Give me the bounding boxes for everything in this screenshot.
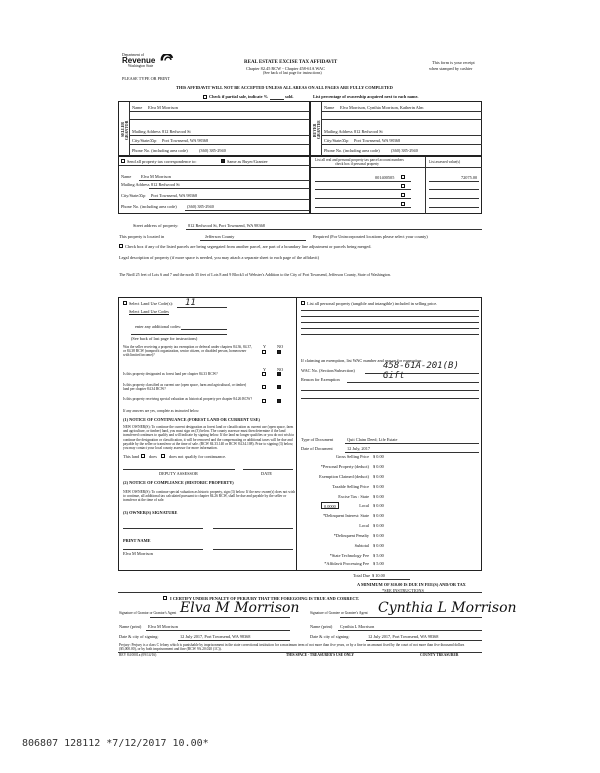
wac-value[interactable]: 458-61A-201(B) (383, 361, 459, 371)
legal-label: Legal description of property (if more space is needed, you may attach a separate sheet to each page of the affidavit) (119, 255, 319, 260)
delinquent-penalty-label: *Delinquent Penalty (333, 533, 369, 538)
local-tax-value[interactable]: $ 0.00 (373, 503, 384, 508)
gross-label: Gross Selling Price (335, 454, 369, 459)
county-treasurer: COUNTY TREASURER (420, 653, 459, 657)
personal-deduct-label: *Personal Property (deduct) (320, 464, 369, 469)
parcel-2-personal-checkbox[interactable] (401, 184, 405, 188)
partial-sale-label: Check if partial sale, indicate % (209, 94, 268, 99)
corr-phone-label: Phone No. (including area code) (121, 204, 177, 209)
owner-signature-label: (3) OWNER(S) SIGNATURE (123, 510, 178, 515)
delinquent-interest-state-value[interactable]: $ 0.00 (373, 513, 384, 518)
street-label: Street address of property: (133, 223, 179, 228)
grantor-name-label: Name (print) (119, 624, 142, 629)
tax-section (296, 297, 482, 571)
same-as-buyer-label: Same as Buyer/Grantee (227, 159, 268, 164)
assessed-value-1[interactable]: 72075.00 (461, 175, 478, 180)
buyer-side-label: BUYER GRANTEE (313, 120, 321, 140)
grantee-name-label: Name (print) (310, 624, 333, 629)
exemption-label: If claiming an exemption, list WAC number and reason for exemption: (301, 358, 423, 363)
q4-no-checkbox[interactable] (277, 399, 281, 403)
doc-date-label: Date of Document (301, 446, 333, 451)
corr-phone[interactable]: (360) 385-2940 (187, 204, 214, 209)
grantee-name[interactable]: Cynthia L Morrison (340, 624, 375, 629)
parcels-header: List all real and personal property tax parcel account numbers (315, 158, 404, 162)
deputy-assessor-label: DEPUTY ASSESSOR (159, 471, 198, 476)
see-back-label: (See back of last page for instructions) (131, 336, 198, 341)
buyer-mailing-label: Mailing Address (324, 129, 353, 134)
doc-type[interactable]: Quit Claim Deed; Life Estate (347, 437, 398, 442)
buyer-city-label: City/State/Zip (324, 138, 349, 143)
doc-date[interactable]: 12 July, 2017 (347, 446, 370, 451)
q1-yes-checkbox[interactable] (262, 350, 266, 354)
reason-value[interactable]: Gift (383, 371, 405, 381)
corr-city[interactable]: Port Townsend, WA 98368 (151, 193, 198, 198)
y-label-2: Y (263, 367, 267, 372)
personal-property-checkbox[interactable] (301, 301, 305, 305)
does-label: does (149, 454, 157, 459)
select-land-use-label: Select Land Use Code(s): (129, 301, 174, 306)
n-label-2: NO (277, 367, 284, 372)
does-not-checkbox[interactable] (161, 454, 165, 458)
legal-description[interactable]: The Ntrdl 25 feet of Lots 6 and 7 and the north 35 feet of Lots 8 and 9 Block3 of Webster's Addition to the City of Port Townsend, Jefferson County, State of Washington. (119, 272, 391, 277)
buyer-phone[interactable]: (360) 385-2940 (391, 148, 418, 153)
taxable-value[interactable]: $ 0.00 (373, 484, 384, 489)
grantee-sig-label: Signature of Grantee or Grantee's Agent (310, 611, 368, 615)
q3-yes-checkbox[interactable] (262, 385, 266, 389)
grantor-date[interactable]: 12 July 2017, Port Townsend, WA 98368 (180, 634, 251, 639)
delinquent-interest-state-label: *Delinquent Interest: State (322, 513, 369, 518)
doc-type-label: Type of Document (301, 437, 334, 442)
corr-name-label: Name (121, 174, 132, 179)
grantor-date-label: Date & city of signing: (119, 634, 159, 639)
affidavit-fee-label: *Affidavit Processing Fee (324, 561, 369, 566)
date-label: DATE (261, 471, 272, 476)
q3-no-checkbox[interactable] (277, 385, 281, 389)
treasurer-space: THIS SPACE - TREASURER'S USE ONLY (286, 653, 354, 657)
form-title: REAL ESTATE EXCISE TAX AFFIDAVIT (244, 60, 338, 65)
tech-fee-value[interactable]: $ 5.00 (373, 553, 384, 558)
corr-mailing-label: Mailing Address (121, 182, 150, 187)
wac-label: WAC No. (Section/Subsection) (301, 368, 355, 373)
buyer-mailing[interactable]: 812 Redwood St (354, 129, 383, 134)
parcel-1-personal-checkbox[interactable] (401, 175, 405, 179)
subtotal-label: Subtotal (354, 543, 369, 548)
buyer-city[interactable]: Port Townsend, WA 98368 (354, 138, 401, 143)
q2-no-checkbox[interactable] (277, 372, 281, 376)
personal-property-label: List all personal property (tangible and intangible) included in selling price. (307, 301, 438, 306)
logo-dept: Department of (122, 53, 145, 57)
exemption-deduct-label: Exemption Claimed (deduct) (319, 474, 369, 479)
personal-deduct-value[interactable]: $ 0.00 (373, 464, 384, 469)
segregated-checkbox[interactable] (119, 244, 123, 248)
county[interactable]: Jefferson County (205, 234, 235, 239)
buyer-section (310, 101, 482, 156)
parcels-subheader: check box if personal property (335, 162, 379, 166)
delinquent-interest-local-value[interactable]: $ 0.00 (373, 523, 384, 528)
seller-name-label: Name (132, 105, 143, 110)
question-1: Was the seller receiving a property tax exemption or deferral under chapters 84.36, 84.37, or 84.38 RCW (nonprofit organization, senior citizen, or disabled person, homeowner with limited income)? (123, 345, 252, 358)
delinquent-penalty-value[interactable]: $ 0.00 (373, 533, 384, 538)
forest-heading: (1) NOTICE OF CONTINUANCE (FOREST LAND OR CURRENT USE) (123, 417, 260, 422)
affidavit-fee-value[interactable]: $ 5.00 (373, 561, 384, 566)
print-name-label: PRINT NAME (123, 538, 151, 543)
grantee-date-label: Date & city of signing: (310, 634, 350, 639)
certification-statement: I CERTIFY UNDER PENALTY OF PERJURY THAT THE FOREGOING IS TRUE AND CORRECT. (170, 596, 360, 601)
grantee-signature[interactable]: Cynthia L Morrison (378, 600, 517, 616)
dor-logo (122, 53, 182, 77)
send-correspondence-checkbox[interactable] (121, 159, 125, 163)
receipt-note-2: when stamped by cashier (429, 66, 473, 71)
gross-value[interactable]: $ 0.00 (373, 454, 384, 459)
corr-mailing[interactable]: 812 Redwood St (151, 182, 180, 187)
land-use-section (118, 297, 296, 571)
perjury-text: Perjury: Perjury is a class C felony which is punishable by imprisonment in the state correctional institution for a maximum term of not more than five years, or by a fine in an amount fixed by the court of not more than five thousand dollars ($5,000.00), or by both imprisonment and fine (RCW 9A.20.020 (1C)). (119, 643, 465, 652)
question-3: Is this property classified as current use (open space, farm and agricultural, or timber) land per chapter 84.34 RCW? (123, 383, 247, 392)
land-use-code[interactable]: 11 (185, 298, 196, 308)
warning-banner: THIS AFFIDAVIT WILL NOT BE ACCEPTED UNLESS ALL AREAS ON ALL PAGES ARE FULLY COMPLETED (176, 85, 393, 90)
logo-mark-icon (160, 54, 176, 67)
total-due-label: Total Due (353, 573, 371, 578)
total-due-value[interactable]: $ 10.00 (372, 573, 385, 578)
tech-fee-label: *State Technology Fee (329, 553, 369, 558)
historic-heading: (2) NOTICE OF COMPLIANCE (HISTORIC PROPERTY) (123, 480, 234, 485)
assessed-header: List assessed value(s) (429, 160, 461, 164)
minimum-note: A MINIMUM OF $10.00 IS DUE IN FEE(S) AND/OR TAX (357, 582, 466, 587)
buyer-phone-label: Phone No. (including area code) (324, 148, 380, 153)
corr-name[interactable]: Elva M Morrison (141, 174, 171, 179)
parcel-number-1[interactable]: 001400505 (375, 175, 395, 180)
seller-mailing-label: Mailing Address (132, 129, 161, 134)
form-number: REV 84 0001a (09/14/16) (119, 653, 157, 657)
qualify-label: qualify for continuance. (185, 454, 227, 459)
parcels-section (310, 156, 482, 214)
grantor-name[interactable]: Elva M Morrison (148, 624, 178, 629)
delinquent-interest-local-label: Local (359, 523, 369, 528)
receipt-note-1: This form is your receipt (432, 60, 475, 65)
acquired-label: List percentage of ownership acquired next to each name. (313, 94, 419, 99)
seller-city-label: City/State/Zip (132, 138, 157, 143)
segregated-label: Check box if any of the listed parcels are being segregated from another parcel, are part of a boundary line adjustment or parcels being merged. (125, 244, 372, 249)
recording-stamp: 806807 128112 *7/12/2017 10.00* (22, 738, 209, 749)
located-label: This property is located in (119, 234, 165, 239)
see-instructions: *SEE INSTRUCTIONS (382, 588, 424, 593)
reason-label: Reason for Exemption (301, 377, 340, 382)
this-land-label: This land (123, 454, 140, 459)
question-note: If any answers are yes, complete as instructed below. (123, 409, 200, 413)
state-tax-value[interactable]: $ 0.00 (373, 494, 384, 499)
exemption-deduct-value[interactable]: $ 0.00 (373, 474, 384, 479)
state-tax-label: Excise Tax : State (338, 494, 369, 499)
select-land-use-codes[interactable]: Select Land Use Codes (129, 309, 169, 314)
grantor-signature[interactable]: Elva M Morrison (180, 600, 300, 616)
print-name-checkbox[interactable] (163, 596, 167, 600)
grantor-sig-label: Signature of Grantor or Grantor's Agent (119, 611, 177, 615)
q1-no-checkbox[interactable] (277, 350, 281, 354)
question-2: Is this property designated as forest land per chapter 84.33 RCW? (123, 372, 218, 376)
historic-text: NEW OWNER(S): To continue special valuation as historic property, sign (3) below. If the new owner(s) does not wish to continue, all additional tax calculated pursuant to chapter 84.26 RCW, shall be due and payable by the seller or transferor at the time of sale. (123, 490, 296, 503)
question-4: Is this property receiving special valuation as historical property per chapter 84.26 RCW? (123, 397, 253, 401)
land-use-checkbox[interactable] (123, 301, 127, 305)
same-as-buyer-checkbox[interactable] (221, 159, 225, 163)
unincorporated-note: Required (For Unincorporated locations please select your county) (313, 234, 428, 239)
seller-mailing[interactable]: 812 Redwood St (162, 129, 191, 134)
street-address[interactable]: 812 Redwood St, Port Townsend, WA 98368 (188, 223, 265, 228)
buyer-name-label: Name (324, 105, 335, 110)
seller-city[interactable]: Port Townsend, WA 98368 (162, 138, 209, 143)
seller-section (118, 101, 310, 156)
seller-phone[interactable]: (360) 385-2940 (199, 148, 226, 153)
local-rate[interactable]: 0.0000 (324, 504, 336, 509)
subtotal-value[interactable]: $ 0.00 (373, 543, 384, 548)
form-note: (See back of last page for instructions) (263, 71, 322, 75)
does-not-label: does not (169, 454, 184, 459)
seller-side-label: SELLER GRANTOR (121, 120, 129, 140)
enter-additional-label: enter any additional codes: (135, 324, 182, 329)
parcel-4-personal-checkbox[interactable] (401, 202, 405, 206)
logo-name: Revenue (122, 56, 156, 65)
form-subtitle: Chapter 82.45 RCW - Chapter 458-61A WAC (246, 66, 325, 71)
forest-text: NEW OWNER(S): To continue the current designation as forest land or classification as current use (open space, farm and agriculture, or timber) land, you must sign on (3) below. The county assessor must then determine if the land transferred continues to qualify and will indicate by signing below. If the land no longer qualifies or you do not wish to continue the designation or classification, it will be removed and the compensating or additional taxes will be due and payable by the seller or transferor at the time of sale. (RCW 84.33.140 or RCW 84.34.108). Prior to signing (3) below, you may contact your local county assessor for more information. (123, 425, 295, 451)
send-correspondence-label: Send all property tax correspondence to: (127, 159, 197, 164)
seller-name[interactable]: Elva M Morrison (148, 105, 178, 110)
seller-phone-label: Phone No. (including area code) (132, 148, 188, 153)
partial-sale-sold: sold. (285, 94, 294, 99)
partial-sale-checkbox[interactable] (203, 95, 207, 99)
n-label-1: NO (277, 344, 284, 349)
print-name-value[interactable]: Elva M Morrison (123, 551, 153, 556)
q4-yes-checkbox[interactable] (262, 399, 266, 403)
local-rate-box (321, 502, 339, 509)
please-type: PLEASE TYPE OR PRINT (122, 76, 171, 81)
taxable-label: Taxable Selling Price (332, 484, 369, 489)
y-label-1: Y (263, 344, 267, 349)
does-checkbox[interactable] (141, 454, 145, 458)
parcel-3-personal-checkbox[interactable] (401, 193, 405, 197)
grantee-date[interactable]: 12 July 2017, Port Townsend, WA 98368 (368, 634, 439, 639)
correspondence-section (118, 156, 310, 214)
buyer-name[interactable]: Elva Morrison, Cynthia Morrison, Katherin Alm (340, 105, 424, 110)
corr-city-label: City/State/Zip (121, 193, 146, 198)
q2-yes-checkbox[interactable] (262, 372, 266, 376)
logo-state: Washington State (128, 64, 154, 68)
local-tax-label: Local (359, 503, 369, 508)
